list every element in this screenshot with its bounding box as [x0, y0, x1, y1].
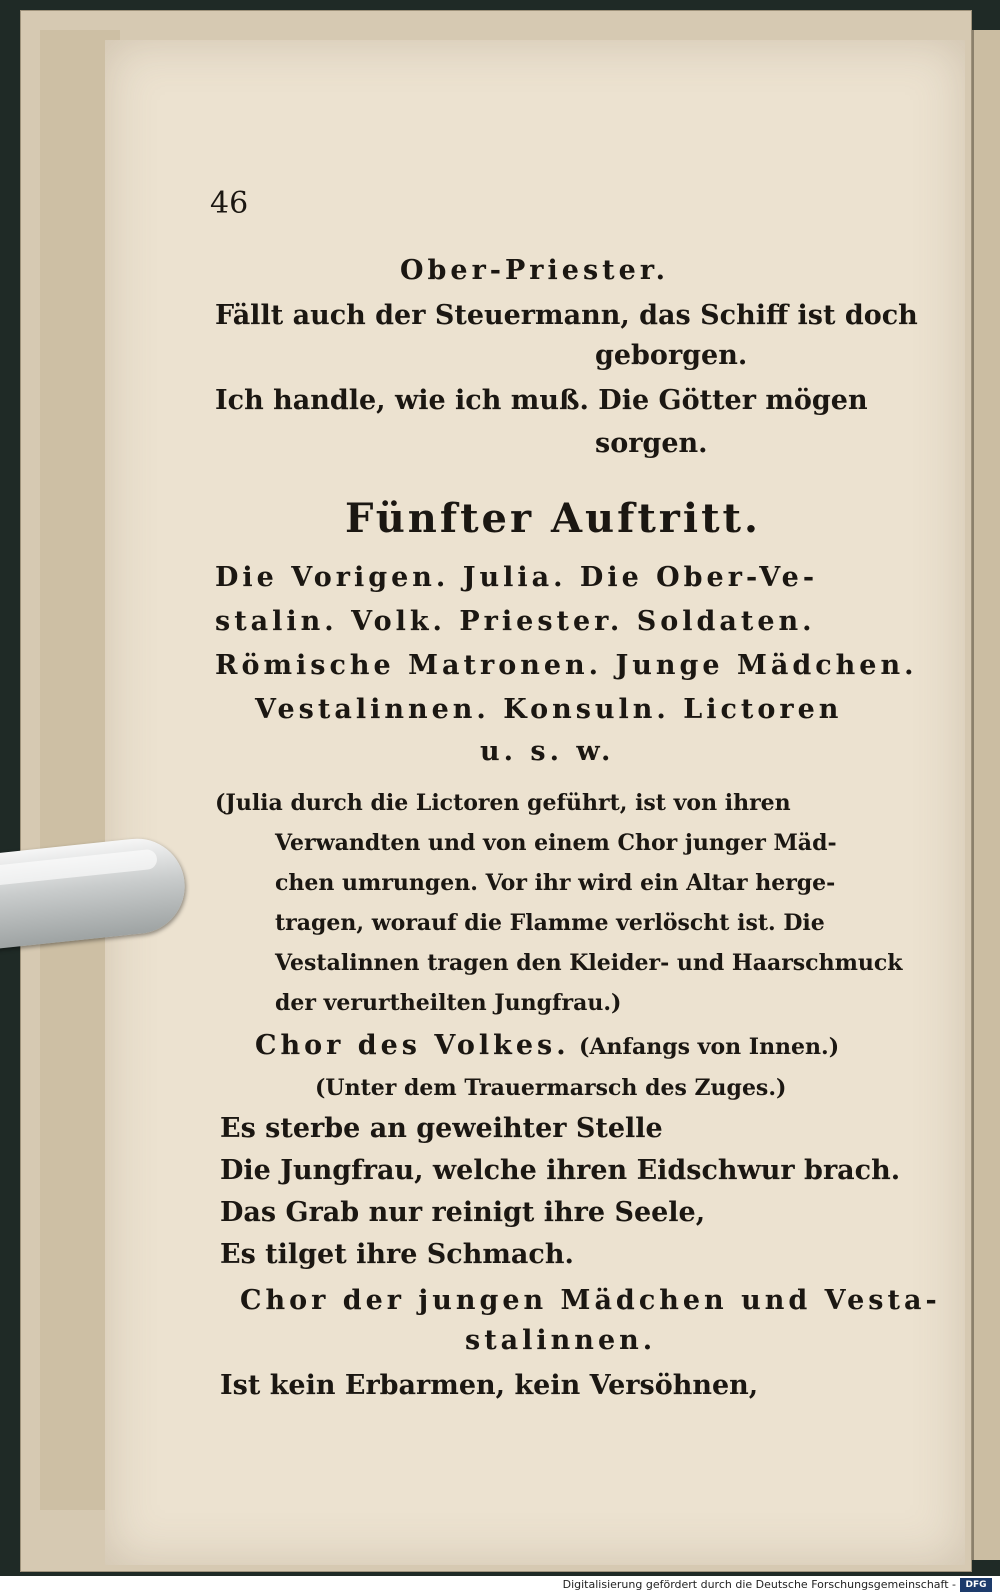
speaker-name: stalinnen.	[465, 1325, 657, 1356]
speaker-name	[255, 1030, 839, 1061]
stage-direction: der verurtheilten Jungfrau.)	[275, 990, 622, 1016]
verse-line: Ist kein Erbarmen, kein Versöhnen,	[220, 1370, 759, 1401]
verse-line: sorgen.	[595, 428, 708, 459]
footer-credit: Digitalisierung gefördert durch die Deutsche Forschungsgemeinschaft -	[562, 1578, 956, 1591]
stage-direction: Vestalinnen tragen den Kleider- und Haarschmuck	[275, 950, 903, 976]
cast-line: u. s. w.	[480, 736, 615, 767]
stage-direction: chen umrungen. Vor ihr wird ein Altar herge-	[275, 870, 836, 896]
cast-line: Die Vorigen. Julia. Die Ober-Ve-	[215, 562, 819, 593]
stage-direction: tragen, worauf die Flamme verlöscht ist. Die	[275, 910, 825, 936]
scene-heading: Fünfter Auftritt.	[345, 495, 761, 542]
cast-line: Römische Matronen. Junge Mädchen.	[215, 650, 918, 681]
next-page-edge	[972, 30, 1000, 1560]
stage-direction: Verwandten und von einem Chor junger Mäd-	[275, 830, 837, 856]
chorus-name: Chor des Volkes.	[255, 1030, 570, 1061]
verse-line: Das Grab nur reinigt ihre Seele,	[220, 1197, 706, 1228]
stage-direction: (Julia durch die Lictoren geführt, ist von ihren	[215, 790, 791, 816]
page-number: 46	[210, 186, 249, 221]
speaker-name: Chor der jungen Mädchen und Vesta-	[240, 1285, 941, 1316]
verse-line: Fällt auch der Steuermann, das Schiff ist doch	[215, 300, 918, 331]
book-page	[105, 40, 965, 1565]
verse-line: Es tilget ihre Schmach.	[220, 1239, 574, 1270]
dfg-logo: DFG	[960, 1578, 992, 1592]
verse-line: Ich handle, wie ich muß. Die Götter mögen	[215, 385, 868, 416]
verse-line: geborgen.	[595, 340, 748, 371]
speaker-name: Ober-Priester.	[400, 255, 669, 286]
verse-line: Es sterbe an geweihter Stelle	[220, 1113, 663, 1144]
stage-note: (Unter dem Trauermarsch des Zuges.)	[315, 1075, 787, 1101]
verse-line: Die Jungfrau, welche ihren Eidschwur brach.	[220, 1155, 901, 1186]
cast-line: Vestalinnen. Konsuln. Lictoren	[255, 694, 843, 725]
cast-line: stalin. Volk. Priester. Soldaten.	[215, 606, 816, 637]
stage-note: (Anfangs von Innen.)	[579, 1034, 840, 1060]
